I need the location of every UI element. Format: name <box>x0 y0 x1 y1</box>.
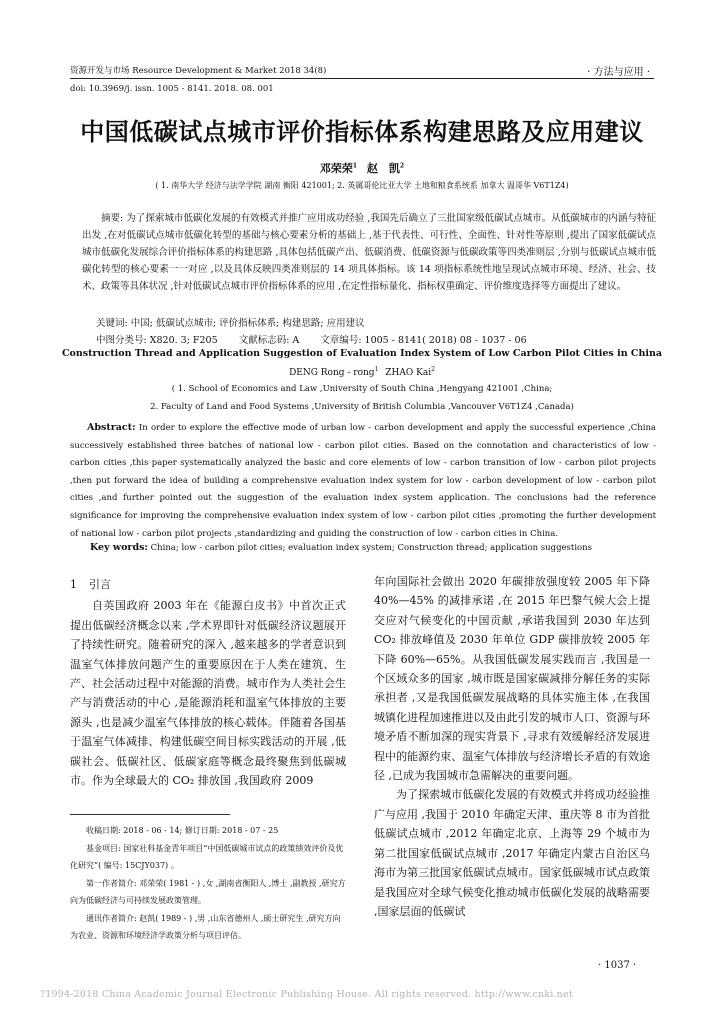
copyright-watermark: ?1994-2018 China Academic Journal Electronic Publishing House. All rights reserved. http://www.cnki.net <box>40 989 573 1000</box>
abstract-label: Abstract: <box>87 422 136 433</box>
keywords-english <box>90 542 592 553</box>
page-number: · 1037 · <box>598 960 637 971</box>
running-header-section: · 方法与应用 · <box>587 67 650 78</box>
abstract-english <box>70 419 656 543</box>
page-title: 中国低碳试点城市评价指标体系构建思路及应用建议 <box>80 117 644 146</box>
body-paragraph: 自英国政府 2003 年在《能源白皮书》中首次正式提出低碳经济概念以来 ,学术界即针对低碳经济议题展开了持续性研究。随着研究的深入 ,越来越多的学者意识到温室气体排放问题产生的重要原因在于人类在建筑、生产、社会活动过程中对能源的消费。城市作为人类社会生产与消费活动的中心 ,是能源消耗和温室气体排放的主要源头 ,也是减少温室气体排放的核心载体。伴随着各国基于温室气体减排、构建低碳空间目标实践活动的开展 ,低碳社会、低碳社区、低碳家庭等概念最终聚焦到低碳城市。作为全球最大的 CO₂ 排放国 ,我国政府 2009 <box>70 599 346 788</box>
keywords-label: Key words: <box>90 542 148 553</box>
footnote-first-author: 第一作者简介: 邓荣荣( 1981 - ) ,女 ,湖南省衡阳人 ,博士 ,副教授 ,研究方向为低碳经济与可持续发展政策管理。 <box>70 878 346 905</box>
doi-line: doi: 10.3969/j. issn. 1005 - 8141. 2018. 08. 001 <box>70 84 274 94</box>
footnote-funding: 基金项目: 国家社科基金青年项目“中国低碳城市试点的政策绩效评价及优化研究”( 编号: 15CJY037) 。 <box>70 843 344 870</box>
body-paragraph: 年向国际社会做出 2020 年碳排放强度较 2005 年下降 40%—45% 的减排承诺 ,在 2015 年巴黎气候大会上提交应对气候变化的中国贡献 ,承诺我国到 2030 年达到 CO₂ 排放峰值及 2030 年单位 GDP 碳排放较 2005 年下降 60%—65%。从我国低碳发展实践而言 ,我国是一个区域众多的国家 ,城市既是国家碳减排分解任务的实际承担者 ,又是我国低碳发展战略的具体实施主体 ,在我国城镇化进程加速推进以及由此引发的城市人口、资源与环境矛盾不断加深的现实背景下 ,寻求有效缓解经济发展进程中的能源约束、温室气体排放与经济增长矛盾的有效途径 ,已成为我国城市急需解决的重要问题。 <box>374 575 650 783</box>
author-affil-mark: 1 <box>352 162 358 170</box>
author-affil-mark: 2 <box>431 366 435 373</box>
author-affil-mark: 1 <box>374 366 379 373</box>
keywords-chinese: 关键词: 中国; 低碳试点城市; 评价指标体系; 构建思路; 应用建议 <box>96 318 365 329</box>
section-number: 1 <box>70 578 77 591</box>
footnote-corresponding-author: 通讯作者简介: 赵凯( 1989 - ) ,男 ,山东省德州人 ,硕士研究生 ,研究方向为农业、资源和环境经济学政策分析与项目评估。 <box>70 913 341 940</box>
abstract-english-text: In order to explore the effective mode of urban low - carbon development and apply the successful experience ,China successively established three batches of national low - carbon pilot cities. Based on the connotation and characteristics of low - carbon cities ,this paper systematically analyzed the basic and core elements of low - carbon transition of low - carbon pilot projects ,then put forward the idea of building a comprehensive evaluation index system for low - carbon development of low - carbon pilot cities ,and further pointed out the suggestion of the evaluation index system application. The conclusions had the reference significance for improving the comprehensive evaluation index system of low - carbon pilot cities ,promoting the further development of national low - carbon pilot projects ,standardizing and guiding the construction of low - carbon cities in China. <box>70 423 656 539</box>
abstract-chinese: 摘要: 为了探索城市低碳化发展的有效模式并推广应用成功经验 ,我国先后确立了三批国家级低碳试点城市。从低碳城市的内涵与特征出发 ,在对低碳试点城市低碳化转型的基础与核心要素分析的基础上 ,基于代表性、可行性、全面性、针对性等原则 ,提出了国家低碳试点城市低碳化发展综合评价指标体系的构建思路 ,具体包括低碳产出、低碳消费、低碳资源与低碳政策等四类准则层 ,分别与低碳试点城市低碳化转型的核心要素一一对应 ,以及具体反映四类准则层的 14 项具体指标。该 14 项指标系统性地呈现试点城市环境、经济、社会、技术、政策等具体状况 ,针对低碳试点城市评价指标体系的应用 ,在定性指标量化、指标权重确定、评价维度选择等方面提出了建议。 <box>82 213 656 292</box>
affiliation-line: ( 1. 南华大学 经济与法学学院 湖南 衡阳 421001; 2. 英属哥伦比亚大学 土地和粮食系统系 加拿大 温哥华 V6T1Z4) <box>155 181 569 190</box>
classification-line <box>96 332 545 346</box>
footnotes <box>70 822 346 945</box>
author-name: 邓荣荣 <box>319 162 353 175</box>
english-affiliation-1: ( 1. School of Economics and Law ,University of South China ,Hengyang 421001 ,China; <box>171 384 553 394</box>
author-name: 赵 凯 <box>366 162 400 175</box>
body-column-right <box>374 572 650 921</box>
english-affiliation-2: 2. Faculty of Land and Food Systems ,University of British Columbia ,Vancouver V6T1Z4 ,Canada) <box>150 402 574 412</box>
article-number: 文章编号: 1005 - 8141( 2018) 08 - 1037 - 06 <box>320 335 527 346</box>
section-title: 引言 <box>89 578 111 591</box>
header-divider <box>70 78 654 79</box>
english-author-line <box>62 366 662 378</box>
english-author-name: ZHAO Kai <box>385 368 432 378</box>
english-author-name: DENG Rong - rong <box>289 368 375 378</box>
keywords-english-text: China; low - carbon pilot cities; evaluation index system; Construction thread; application suggestions <box>150 543 592 553</box>
body-paragraph: 为了探索城市低碳化发展的有效模式并将成功经验推广与应用 ,我国于 2010 年确定天津、重庆等 8 市为首批低碳试点城市 ,2012 年确定北京、上海等 29 个城市为第二批国家低碳试点城市 ,2017 年确定内蒙古自治区乌海市为第三批国家低碳试点城市。国家低碳城市试点政策是我国应对全球气候变化推动城市低碳化发展的战略需要 ,国家层面的低碳试 <box>374 788 650 918</box>
clc-number: 中图分类号: X820. 3; F205 <box>96 335 218 346</box>
running-header-journal: 资源开发与市场 Resource Development & Market 2018 34(8) <box>70 66 327 76</box>
author-affil-mark: 2 <box>399 162 405 170</box>
author-line <box>62 160 662 176</box>
footnote-received: 收稿日期: 2018 - 06 - 14; 修订日期: 2018 - 07 - 25 <box>86 826 279 835</box>
body-column-left <box>70 575 346 790</box>
document-code: 文献标志码: A <box>238 335 300 346</box>
section-heading <box>70 575 346 594</box>
footnote-divider <box>70 814 230 815</box>
english-title: Construction Thread and Application Suggestion of Evaluation Index System of Low Carbon Pilot Cities in China <box>62 348 663 359</box>
